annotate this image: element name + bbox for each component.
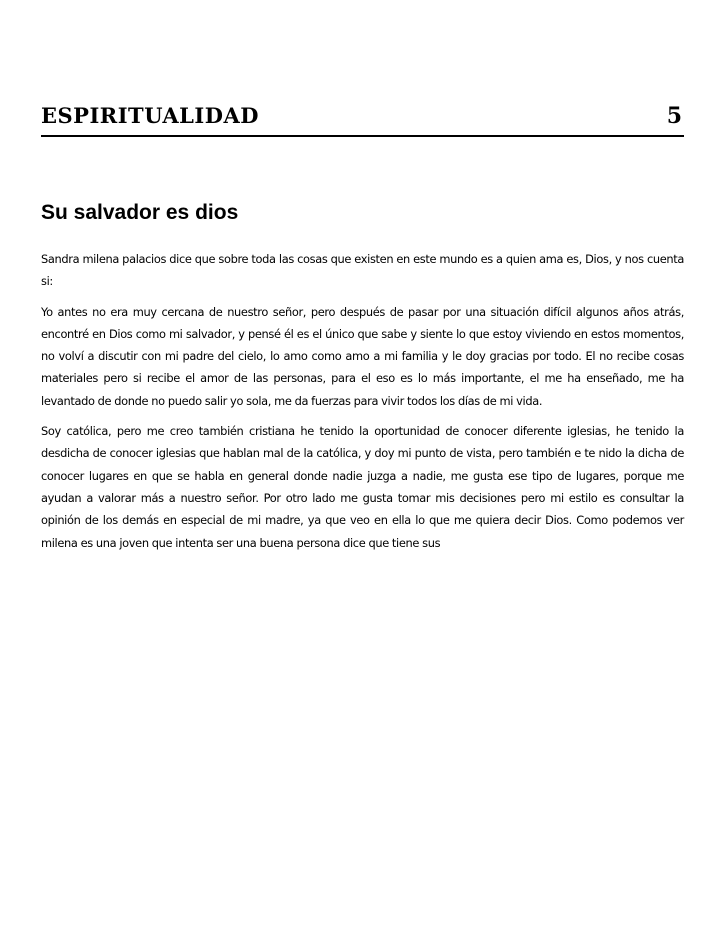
article-title: Su salvador es dios bbox=[41, 201, 239, 224]
page-header bbox=[41, 103, 684, 137]
paragraph-testimony: Yo antes no era muy cercana de nuestro señor, pero después de pasar por una situación difícil algunos años atrás, encontré en Dios como mi salvador, y pensé él es el único que sabe y siente lo que estoy viviendo en estos momentos, no volví a discutir con mi padre del cielo, lo amo como amo a mi familia y le doy gracias por todo. El no recibe cosas materiales pero si recibe el amor de las personas, para el eso es lo más importante, el me ha enseñado, me ha levantado de donde no puedo salir yo sola, me da fuerzas para vivir todos los días de mi vida. bbox=[41, 304, 684, 408]
paragraph-intro: Sandra milena palacios dice que sobre toda las cosas que existen en este mundo es a quien ama es, Dios, y nos cuenta si: bbox=[41, 252, 684, 289]
article-body bbox=[41, 248, 684, 562]
paragraph-religion: Soy católica, pero me creo también cristiana he tenido la oportunidad de conocer diferente iglesias, he tenido la desdicha de conocer iglesias que hablan mal de la católica, y doy mi punto de vista, pero también e te nido la dicha de conocer lugares en que se habla en general donde nadie juzga a nadie, me gusta ese tipo de lugares, porque me ayudan a valorar más a nuestro señor. Por otro lado me gusta tomar mis decisiones pero mi estilo es consultar la opinión de los demás en especial de mi madre, ya que veo en ella lo que me quiera decir Dios. Como podemos ver milena es una joven que intenta ser una buena persona dice que tiene sus bbox=[41, 424, 684, 550]
section-title: ESPIRITUALIDAD bbox=[41, 103, 259, 128]
page-number: 5 bbox=[666, 103, 682, 129]
